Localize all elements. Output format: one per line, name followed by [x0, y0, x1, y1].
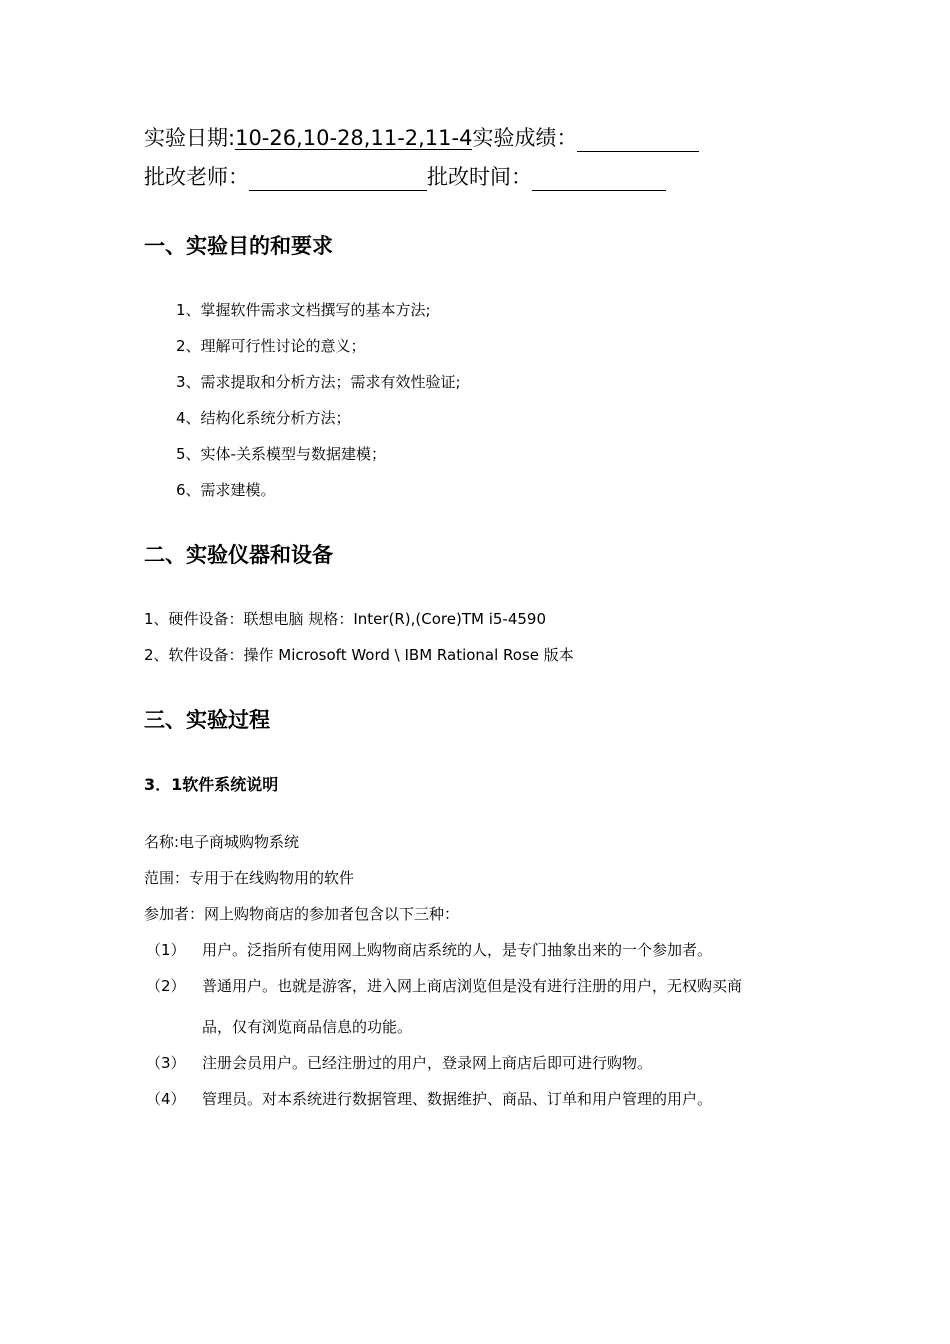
- teacher-label: 批改老师：: [144, 165, 249, 189]
- actors-intro-line: 参加者：网上购物商店的参加者包含以下三种：: [144, 905, 460, 923]
- actor-number: （2）: [146, 977, 186, 995]
- section2-title: 二、实验仪器和设备: [144, 543, 333, 567]
- actor-number: （3）: [146, 1054, 186, 1072]
- actor-item-3: [146, 1052, 652, 1073]
- actor-text: 注册会员用户。已经注册过的用户，登录网上商店后即可进行购物。: [202, 1054, 653, 1072]
- grade-label: 实验成绩：: [472, 126, 578, 150]
- actor-item-2: [146, 975, 742, 996]
- objective-item-1: 1、掌握软件需求文档撰写的基本方法;: [176, 301, 431, 319]
- section3-title: 三、实验过程: [144, 708, 270, 732]
- reviewer-row: [144, 163, 666, 191]
- objective-item-3: 3、需求提取和分析方法；需求有效性验证;: [176, 373, 461, 391]
- actor-number: （4）: [146, 1090, 186, 1108]
- objective-item-4: 4、结构化系统分析方法；: [176, 409, 351, 427]
- actor-item-4: [146, 1088, 712, 1109]
- actor-number: （1）: [146, 941, 186, 959]
- date-label: 实验日期:: [144, 126, 236, 150]
- actor-text: 普通用户。也就是游客，进入网上商店浏览但是没有进行注册的用户，无权购买商: [202, 977, 743, 995]
- system-name-line: 名称:电子商城购物系统: [144, 833, 300, 851]
- system-scope-line: 范围：专用于在线购物用的软件: [144, 869, 355, 887]
- objective-item-6: 6、需求建模。: [176, 481, 276, 499]
- actor-text: 管理员。对本系统进行数据管理、数据维护、商品、订单和用户管理的用户。: [202, 1090, 713, 1108]
- actor-text: 用户。泛指所有使用网上购物商店系统的人，是专门抽象出来的一个参加者。: [202, 941, 713, 959]
- actor-item-1: [146, 939, 712, 960]
- teacher-blank: [249, 168, 427, 191]
- grade-blank: [577, 129, 699, 152]
- date-value: 10-26,10-28,11-2,11-4: [235, 126, 473, 150]
- section1-title: 一、实验目的和要求: [144, 234, 333, 258]
- hardware-line: 1、硬件设备：联想电脑 规格：Inter(R),(Core)TM i5-4590: [144, 610, 547, 628]
- review-time-blank: [532, 168, 666, 191]
- review-time-label: 批改时间：: [427, 165, 532, 189]
- objective-item-2: 2、理解可行性讨论的意义；: [176, 337, 366, 355]
- actor-item-2-continuation: 品，仅有浏览商品信息的功能。: [202, 1018, 413, 1036]
- objective-item-5: 5、实体-关系模型与数据建模；: [176, 445, 386, 463]
- experiment-date-row: [144, 124, 699, 152]
- section3-subtitle: 3．1软件系统说明: [144, 775, 279, 794]
- software-line: 2、软件设备：操作 Microsoft Word \ IBM Rational Rose 版本: [144, 646, 574, 664]
